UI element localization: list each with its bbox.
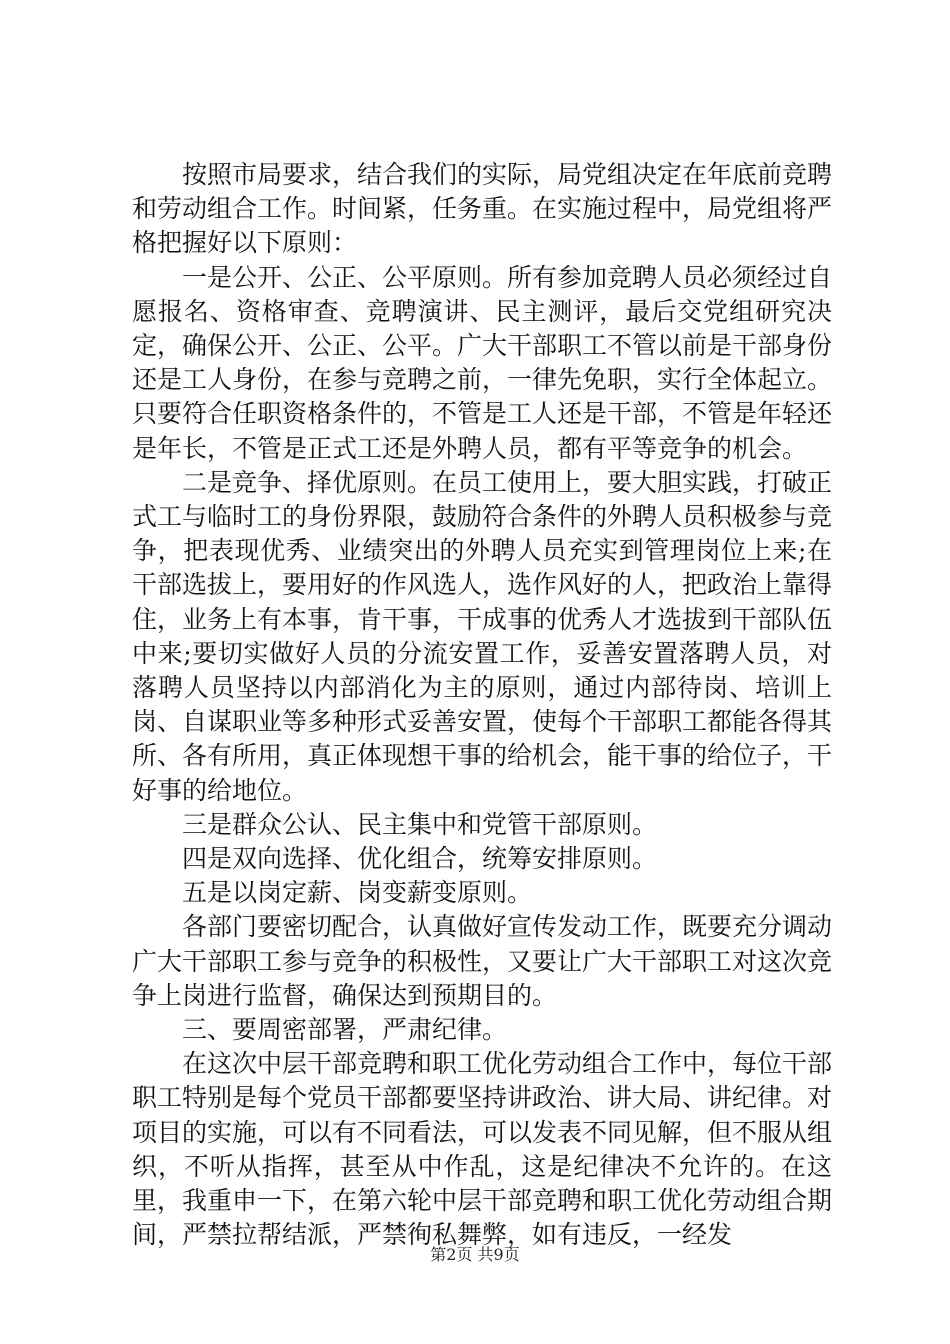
paragraph-intro: 按照市局要求，结合我们的实际，局党组决定在年底前竞聘和劳动组合工作。时间紧，任务重。在实施过程中，局党组将严格把握好以下原则：: [132, 160, 833, 258]
paragraph-principle-2: 二是竞争、择优原则。在员工使用上，要大胆实践，打破正式工与临时工的身份界限，鼓励符合条件的外聘人员积极参与竞争，把表现优秀、业绩突出的外聘人员充实到管理岗位上来;在干部选拔上，要用好的作风选人，选作风好的人，把政治上靠得住，业务上有本事，肯干事，干成事的优秀人才选拔到干部队伍中来;要切实做好人员的分流安置工作，妥善安置落聘人员，对落聘人员坚持以内部消化为主的原则，通过内部待岗、培训上岗、自谋职业等多种形式妥善安置，使每个干部职工都能各得其所、各有所用，真正体现想干事的给机会，能干事的给位子，干好事的给地位。: [132, 467, 833, 805]
section-heading-discipline: 三、要周密部署，严肃纪律。: [182, 1015, 508, 1045]
body-text: [132, 158, 832, 1253]
paragraph-principle-5: 五是以岗定薪、岗变薪变原则。: [182, 878, 533, 908]
page-number-footer: 第2页 共9页: [430, 1245, 520, 1264]
paragraph-discipline: 在这次中层干部竞聘和职工优化劳动组合工作中，每位干部职工特别是每个党员干部都要坚持讲政治、讲大局、讲纪律。对项目的实施，可以有不同看法，可以发表不同见解，但不服从组织，不听从指挥，甚至从中作乱，这是纪律决不允许的。在这里，我重申一下，在第六轮中层干部竞聘和职工优化劳动组合期间，严禁拉帮结派，严禁徇私舞弊，如有违反，一经发: [132, 1049, 833, 1250]
paragraph-principle-1: 一是公开、公正、公平原则。所有参加竞聘人员必须经过自愿报名、资格审查、竞聘演讲、民主测评，最后交党组研究决定，确保公开、公正、公平。广大干部职工不管以前是干部身份还是工人身份，在参与竞聘之前，一律先免职，实行全体起立。只要符合任职资格条件的，不管是工人还是干部，不管是年轻还是年长，不管是正式工还是外聘人员，都有平等竞争的机会。: [132, 262, 833, 463]
paragraph-principle-3: 三是群众公认、民主集中和党管干部原则。: [182, 809, 658, 839]
paragraph-principle-4: 四是双向选择、优化组合，统筹安排原则。: [182, 844, 658, 874]
paragraph-coordination: 各部门要密切配合，认真做好宣传发动工作，既要充分调动广大干部职工参与竞争的积极性，又要让广大干部职工对这次竞争上岗进行监督，确保达到预期目的。: [132, 912, 833, 1010]
